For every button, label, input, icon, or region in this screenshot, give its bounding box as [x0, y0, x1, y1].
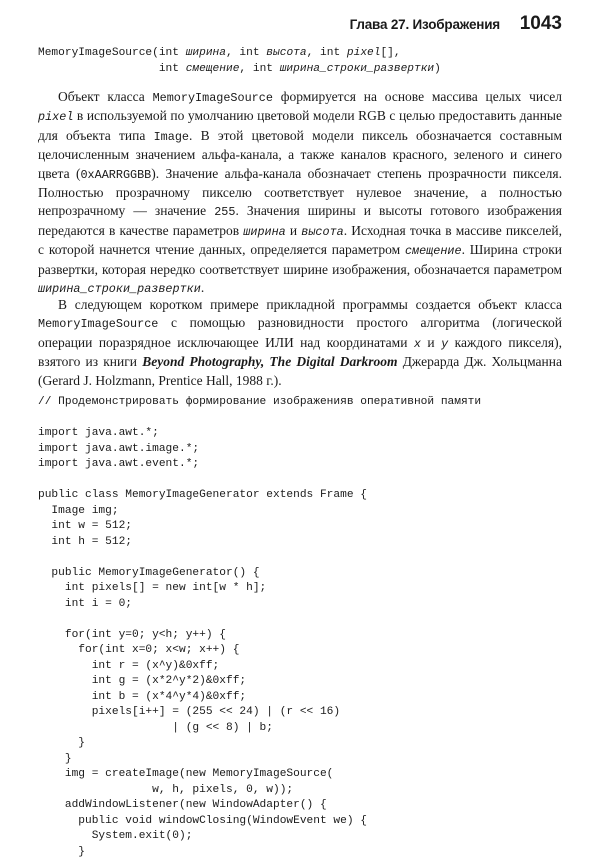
page-number: 1043 [519, 13, 562, 34]
page-header [38, 14, 562, 38]
paragraph-example-intro: В следующем коротком примере прикладной программы создается объект класса MemoryImageSource с помощью разновидности простого алгоритма (логической операции поразрядное исключающее ИЛИ над координатами x и y каждого пикселя), взятого из книги Beyond Photography, The Digital Darkroom Джерарда Дж. Хольцманна (Gerard J. Holzmann, Prentice Hall, 1988 г.). [38, 297, 562, 388]
paragraph-memory-image-source: Объект класса MemoryImageSource формируется на основе массива целых чисел pixel в используемой по умолчанию цветовой модели RGB с целью предоставить данные для объекта типа Image. В этой цветовой модели пиксель обозначается составным целочисленным значением альфа-канала, а также каналов красного, зеленого и синего цвета (0xAARRGGBB). Значение альфа-канала обозначает степень прозрачности пикселя. Полностью прозрачному пикселю соответствует нулевое значение, а полностью непрозрачному — значение 255. Значения ширины и высоты готового изображения передаются в качестве параметров ширина и высота. Исходная точка в массиве пикселей, с которой начнется чтение данных, определяется параметром смещение. Ширина строки развертки, которая нередко соответствует ширине изображения, обозначается параметром ширина_строки_развертки. [38, 89, 562, 297]
constructor-signature: MemoryImageSource(int ширина, int высота, int pixel[], int смещение, int ширина_строки_развертки) [38, 47, 441, 75]
chapter-title: Глава 27. Изображения [349, 17, 500, 32]
code-listing: // Продемонстрировать формирование изображенияв оперативной памяти import java.awt.*; import java.awt.image.*; import java.awt.event.*; public class MemoryImageGenerator extends Frame { Image img; int w = 512; int h = 512; public MemoryImageGenerator() { int pixels[] = new int[w * h]; int i = 0; for(int y=0; y<h; y++) { for(int x=0; x<w; x++) { int r = (x^y)&0xff; int g = (x*2^y*2)&0xff; int b = (x*4^y*4)&0xff; pixels[i++] = (255 << 24) | (r << 16) | (g << 8) | b; } } img = createImage(new MemoryImageSource( w, h, pixels, 0, w)); addWindowListener(new WindowAdapter() { public void windowClosing(WindowEvent we) { System.exit(0); } [38, 396, 482, 858]
